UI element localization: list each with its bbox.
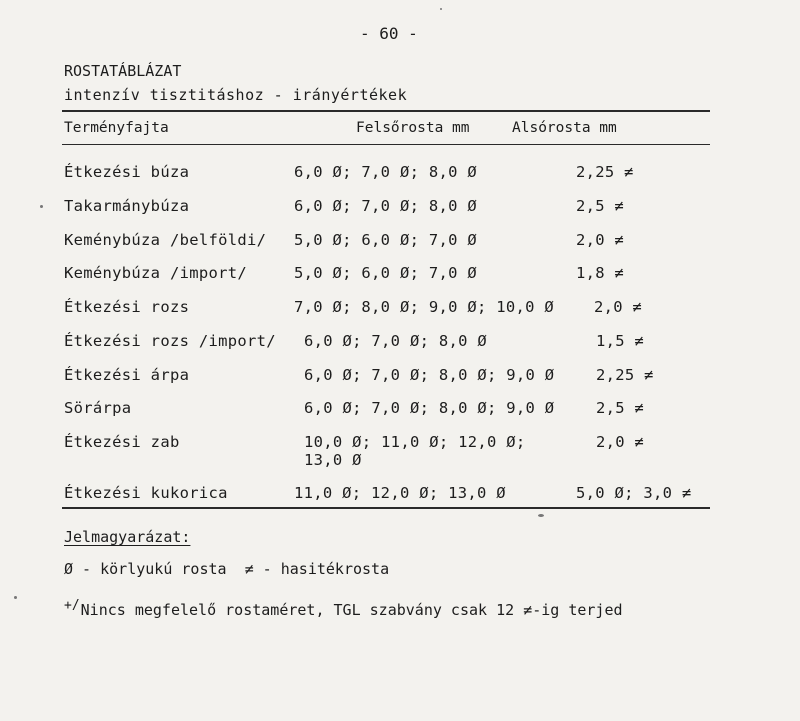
row-crop: Takarmánybúza [64, 197, 190, 215]
row-crop: Étkezési árpa [64, 366, 190, 384]
row-crop: Étkezési rozs /import/ [64, 332, 276, 350]
table-title: ROSTATÁBLÁZAT [64, 62, 182, 80]
row-upper-sieve: 10,0 Ø; 11,0 Ø; 12,0 Ø; [304, 433, 526, 451]
scan-speck [440, 8, 442, 10]
scan-speck [40, 205, 43, 208]
column-header-lower-sieve: Alsórosta mm [512, 120, 617, 136]
row-upper-sieve: 6,0 Ø; 7,0 Ø; 8,0 Ø; 9,0 Ø [304, 366, 555, 384]
row-upper-sieve-continued: 13,0 Ø [304, 451, 362, 469]
row-crop: Sörárpa [64, 399, 132, 417]
row-lower-sieve: 2,5 ≠ [596, 399, 645, 417]
footnote [64, 598, 623, 619]
scan-speck [538, 514, 544, 517]
row-lower-sieve: 2,25 ≠ [596, 366, 654, 384]
column-header-upper-sieve: Felsőrosta mm [356, 120, 470, 136]
legend-text: Ø - körlyukú rosta ≠ - hasitékrosta [64, 560, 390, 578]
table-subtitle: intenzív tisztitáshoz - irányértékek [64, 86, 408, 104]
row-lower-sieve: 2,0 ≠ [576, 231, 625, 249]
row-lower-sieve: 2,5 ≠ [576, 197, 625, 215]
row-lower-sieve: 1,8 ≠ [576, 264, 625, 282]
row-upper-sieve: 6,0 Ø; 7,0 Ø; 8,0 Ø [294, 163, 478, 181]
row-crop: Étkezési rozs [64, 298, 190, 316]
row-upper-sieve: 6,0 Ø; 7,0 Ø; 8,0 Ø; 9,0 Ø [304, 399, 555, 417]
row-lower-sieve: 2,0 ≠ [596, 433, 645, 451]
row-upper-sieve: 5,0 Ø; 6,0 Ø; 7,0 Ø [294, 264, 478, 282]
page-number: - 60 - [360, 24, 418, 43]
row-crop: Étkezési búza [64, 163, 190, 181]
footnote-text: Nincs megfelelő rostaméret, TGL szabvány csak 12 ≠-ig terjed [80, 601, 623, 619]
row-upper-sieve: 6,0 Ø; 7,0 Ø; 8,0 Ø [294, 197, 478, 215]
row-lower-sieve: 2,25 ≠ [576, 163, 634, 181]
legend-heading: Jelmagyarázat: [64, 528, 191, 546]
row-lower-sieve: 5,0 Ø; 3,0 ≠ [576, 484, 692, 502]
column-header-crop: Terményfajta [64, 120, 169, 136]
row-upper-sieve: 11,0 Ø; 12,0 Ø; 13,0 Ø [294, 484, 506, 502]
row-upper-sieve: 5,0 Ø; 6,0 Ø; 7,0 Ø [294, 231, 478, 249]
bottom-rule [62, 507, 710, 509]
top-rule [62, 110, 710, 112]
row-lower-sieve: 2,0 ≠ [594, 298, 643, 316]
row-lower-sieve: 1,5 ≠ [596, 332, 645, 350]
row-crop: Keménybúza /import/ [64, 264, 248, 282]
row-upper-sieve: 6,0 Ø; 7,0 Ø; 8,0 Ø [304, 332, 488, 350]
header-rule [62, 144, 710, 145]
row-crop: Étkezési zab [64, 433, 180, 451]
row-crop: Keménybúza /belföldi/ [64, 231, 267, 249]
footnote-mark: +/ [64, 598, 80, 613]
scan-speck [14, 596, 17, 599]
row-crop: Étkezési kukorica [64, 484, 228, 502]
row-upper-sieve: 7,0 Ø; 8,0 Ø; 9,0 Ø; 10,0 Ø [294, 298, 555, 316]
